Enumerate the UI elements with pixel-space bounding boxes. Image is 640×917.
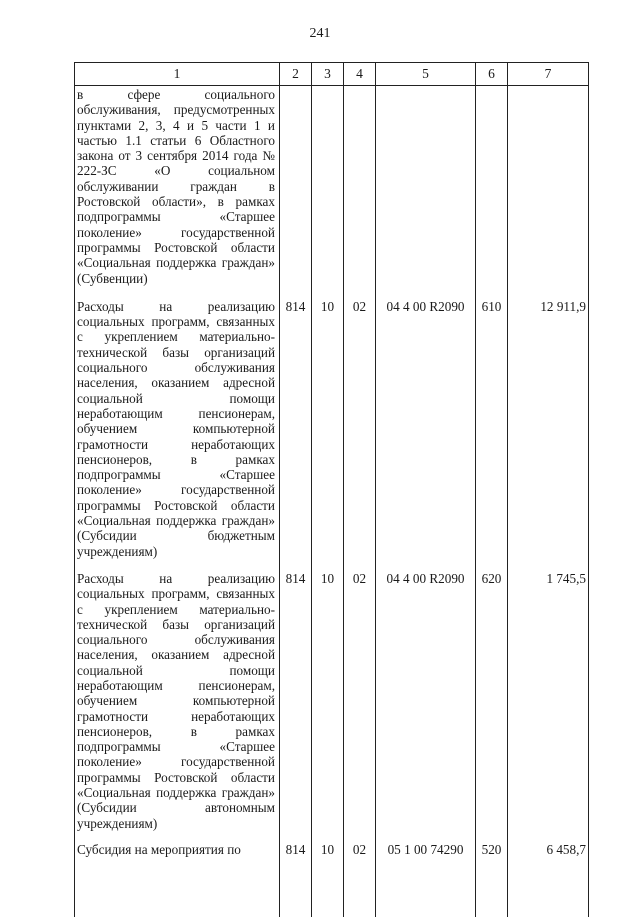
row-target — [376, 86, 476, 298]
header-col-7: 7 — [508, 63, 589, 86]
table-row — [75, 841, 589, 917]
row-description: в сфере социального обслуживания, предусмотренных пунктами 2, 3, 4 и 5 части 1 и частью 1.1 статьи 6 Областного закона от 3 сентября 2014 года № 222-ЗС «О социальном обслуживании граждан в Ростовской области», в рамках подпрограммы «Старшее поколение» государственной программы Ростовской области «Социальная поддержка граждан» (Субвенции) — [75, 86, 280, 298]
table-body — [75, 86, 589, 917]
table-header — [75, 63, 589, 86]
row-section: 10 — [312, 570, 344, 841]
header-row — [75, 63, 589, 86]
row-section — [312, 86, 344, 298]
budget-table — [74, 62, 589, 917]
row-amount: 12 911,9 — [508, 298, 589, 570]
row-expense-type: 610 — [476, 298, 508, 570]
row-ministry: 814 — [280, 570, 312, 841]
table-row — [75, 298, 589, 570]
row-description: Субсидия на мероприятия по — [75, 841, 280, 917]
row-ministry — [280, 86, 312, 298]
row-ministry: 814 — [280, 841, 312, 917]
row-amount — [508, 86, 589, 298]
row-section: 10 — [312, 841, 344, 917]
row-expense-type — [476, 86, 508, 298]
header-col-5: 5 — [376, 63, 476, 86]
row-expense-type: 520 — [476, 841, 508, 917]
row-subsection: 02 — [344, 298, 376, 570]
header-col-3: 3 — [312, 63, 344, 86]
table-row — [75, 570, 589, 841]
row-subsection: 02 — [344, 570, 376, 841]
header-col-1: 1 — [75, 63, 280, 86]
row-section: 10 — [312, 298, 344, 570]
row-description: Расходы на реализацию социальных программ, связанных с укреплением материально-технической базы организаций социального обслуживания населения, оказанием адресной социальной помощи неработающим пенсионерам, обучением компьютерной грамотности неработающих пенсионеров, в рамках подпрограммы «Старшее поколение» государственной программы Ростовской области «Социальная поддержка граждан» (Субсидии автономным учреждениям) — [75, 570, 280, 841]
row-target: 05 1 00 74290 — [376, 841, 476, 917]
row-subsection — [344, 86, 376, 298]
header-col-4: 4 — [344, 63, 376, 86]
page-number: 241 — [0, 26, 640, 42]
row-subsection: 02 — [344, 841, 376, 917]
row-amount: 1 745,5 — [508, 570, 589, 841]
row-description: Расходы на реализацию социальных программ, связанных с укреплением материально-технической базы организаций социального обслуживания населения, оказанием адресной социальной помощи неработающим пенсионерам, обучением компьютерной грамотности неработающих пенсионеров, в рамках подпрограммы «Старшее поколение» государственной программы Ростовской области «Социальная поддержка граждан» (Субсидии бюджетным учреждениям) — [75, 298, 280, 570]
header-col-2: 2 — [280, 63, 312, 86]
header-col-6: 6 — [476, 63, 508, 86]
row-amount: 6 458,7 — [508, 841, 589, 917]
row-target: 04 4 00 R2090 — [376, 570, 476, 841]
row-expense-type: 620 — [476, 570, 508, 841]
table-row — [75, 86, 589, 298]
row-target: 04 4 00 R2090 — [376, 298, 476, 570]
row-ministry: 814 — [280, 298, 312, 570]
